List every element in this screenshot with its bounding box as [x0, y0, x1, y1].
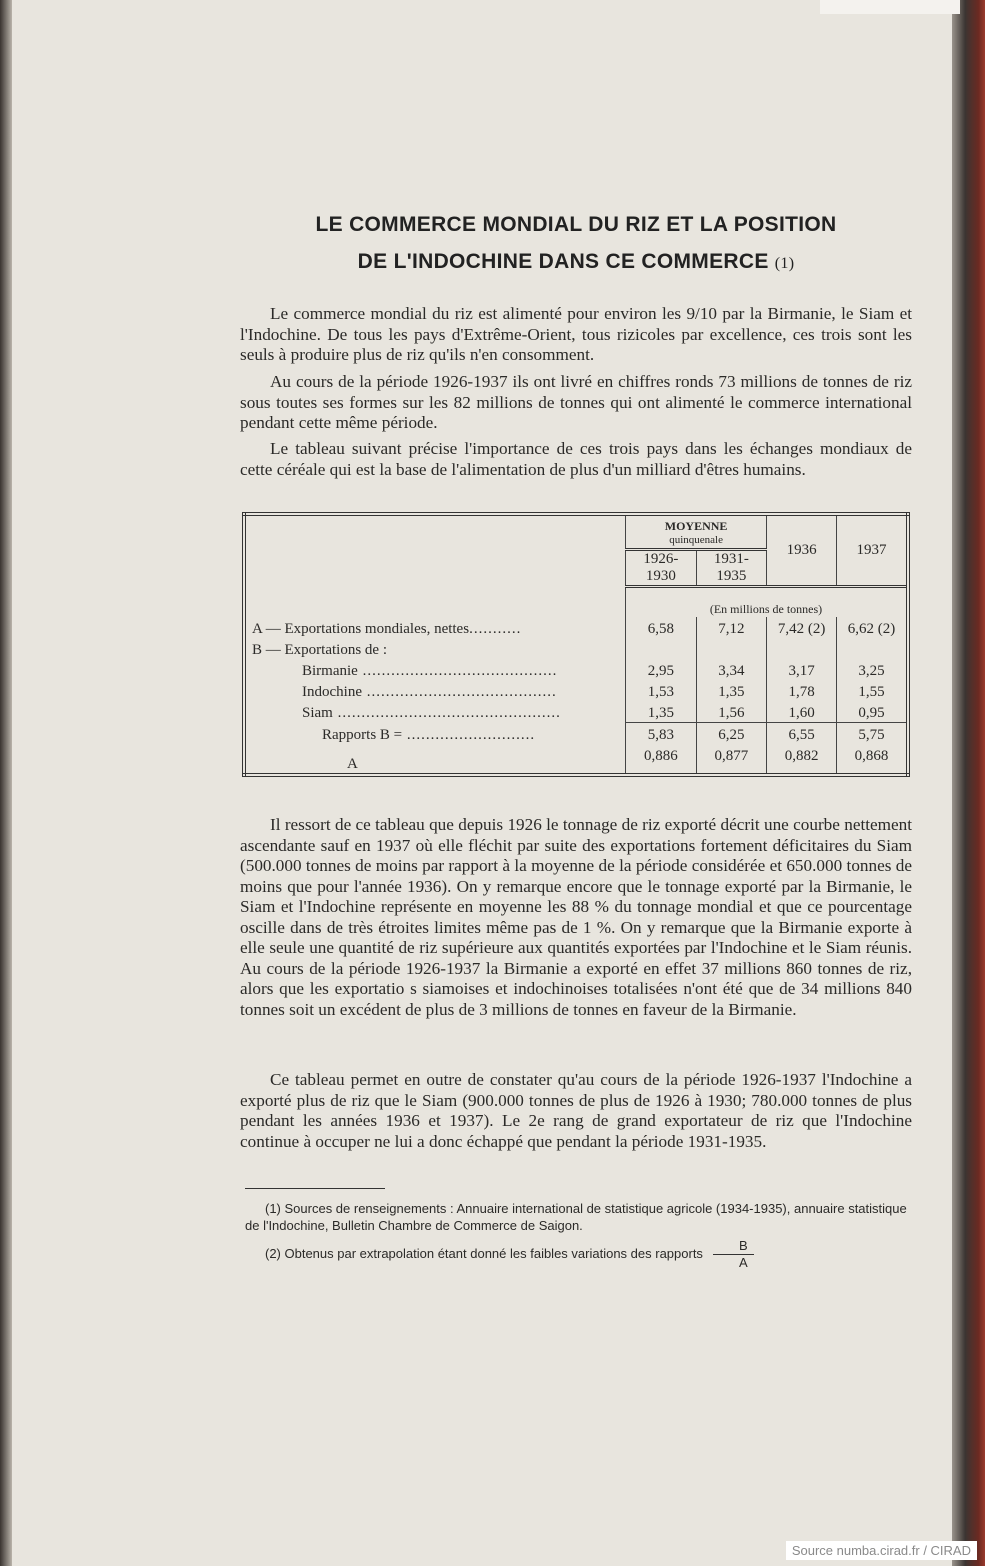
leader-dots: ...............................................	[332, 705, 561, 721]
row-label	[244, 617, 626, 638]
cell-value: 6,58	[626, 617, 697, 638]
row-label-text: Rapports B =	[322, 726, 403, 743]
book-edge-left	[0, 0, 12, 1566]
cell-value: 1,35	[696, 680, 767, 701]
row-label-text: B — Exportations de :	[252, 641, 387, 658]
fraction-num: B	[713, 1238, 754, 1255]
table-corner	[244, 514, 626, 587]
table-row	[244, 722, 908, 744]
cell-value: 0,868	[837, 744, 908, 775]
unit-text: (En millions de tonnes)	[709, 601, 823, 616]
cell-value	[696, 638, 767, 659]
footnote-2	[245, 1238, 915, 1271]
paragraph-1: Le commerce mondial du riz est alimenté pour environ les 9/10 par la Birmanie, le Siam et l'Indochine. De tous les pays d'Extrême-Orient, tous rizicoles par excellence, ces trois sont les seuls à produire plus de riz qu'ils n'en consomment.	[240, 304, 912, 364]
table-row	[244, 680, 908, 701]
row-label-text: Siam	[302, 705, 333, 721]
row-label-text: Indochine	[302, 683, 362, 700]
leader-dots: ...........................	[402, 726, 536, 743]
cell-value: 1,53	[626, 680, 697, 701]
leader-dots: .........................................	[357, 662, 558, 679]
cell-value: 0,882	[767, 744, 837, 775]
header-group	[626, 514, 767, 550]
title-footnote-ref: (1)	[774, 255, 795, 272]
leader-dots: ...........	[469, 620, 522, 637]
cell-value: 3,17	[767, 659, 837, 680]
leader-dots: ........................................	[361, 683, 557, 700]
cell-value: 5,75	[837, 722, 908, 744]
page-strip	[820, 0, 960, 14]
paragraph-4: Il ressort de ce tableau que depuis 1926 le tonnage de riz exporté décrit une courbe nettement ascendante sauf en 1937 où elle fléchit par suite des exportations fortement déficitaires du Siam (500.000 tonnes de moins par rapport à la moyenne de la période considérée et 650.000 tonnes de moins que pour l'année 1936). On y remarque encore que le tonnage exporté par la Birmanie, le Siam et l'Indochine représente en moyenne les 88 % du tonnage mondial et que ce pourcentage oscille dans de très étroites limites même pas de 1 %. On y remarque que la Birmanie exporte à elle seule une quantité de riz supérieure aux quantités exportées par l'Indochine et le Siam réunis. Au cours de la période 1926-1937 la Birmanie a exporté en effet 37 millions 860 tonnes de riz, alors que les exportatio s siamoises et indochinoises totalisées n'ont été que de 34 millions 840 tonnes soit un excédent de plus de 3 millions de tonnes en faveur de la Birmanie.	[240, 815, 912, 1019]
paragraph-5: Ce tableau permet en outre de constater qu'au cours de la période 1926-1937 l'Indochine a exporté plus de riz que le Siam (900.000 tonnes de plus de 1926 à 1930; 780.000 tonnes de plus pendant les années 1936 et 1937). Le 2e rang de grand exportateur de riz que l'Indochine continue à occuper ne lui a donc échappé que pendant la période 1931-1935.	[240, 1070, 912, 1151]
row-label	[244, 638, 626, 659]
paragraph-3: Le tableau suivant précise l'importance de ces trois pays dans les échanges mondiaux de cette céréale qui est la base de l'alimentation de plus d'un milliard d'êtres humains.	[240, 439, 912, 479]
row-label	[244, 722, 626, 744]
table-row	[244, 744, 908, 775]
unit-label	[626, 587, 908, 617]
cell-value: 1,55	[837, 680, 908, 701]
row-label-text: A	[347, 755, 358, 772]
cell-value: 6,25	[696, 722, 767, 744]
cell-value: 1,35	[626, 701, 697, 723]
cell-value: 1,56	[696, 701, 767, 723]
row-label-text: Birmanie	[302, 662, 358, 679]
rice-export-table	[242, 512, 910, 777]
header-quinquenale: quinquenale	[669, 533, 723, 546]
cell-value: 3,34	[696, 659, 767, 680]
cell-value: 0,886	[626, 744, 697, 775]
cell-value: 2,95	[626, 659, 697, 680]
row-label	[244, 680, 626, 701]
cell-value: 5,83	[626, 722, 697, 744]
header-1937: 1937	[837, 514, 908, 587]
footnote-1: (1) Sources de renseignements : Annuaire international de statistique agricole (1934-1935), annuaire statistique de l'Indochine, Bulletin Chambre de Commerce de Saigon.	[245, 1201, 907, 1233]
cell-value: 0,95	[837, 701, 908, 723]
paragraph-2: Au cours de la période 1926-1937 ils ont livré en chiffres ronds 73 millions de tonnes de riz sous toutes ses formes sur les 82 millions de tonnes qui ont alimenté le commerce international pendant cette même période.	[240, 372, 912, 432]
row-label	[244, 701, 626, 723]
cell-value: 3,25	[837, 659, 908, 680]
table-row	[244, 659, 908, 680]
cell-value: 0,877	[696, 744, 767, 775]
header-1926-1930: 1926-1930	[626, 550, 697, 587]
cell-value: 7,12	[696, 617, 767, 638]
table-row	[244, 617, 908, 638]
book-edge-right	[952, 0, 985, 1566]
header-moyenne: MOYENNE	[664, 518, 728, 533]
row-label-text: A — Exportations mondiales, nettes	[252, 620, 470, 637]
title-line-2	[240, 250, 912, 274]
header-1931-1935: 1931-1935	[696, 550, 767, 587]
row-label	[244, 744, 626, 775]
cell-value	[837, 638, 908, 659]
cell-value	[767, 638, 837, 659]
fraction-b-over-a	[713, 1238, 754, 1271]
footnote-2-text: (2) Obtenus par extrapolation étant donné les faibles variations des rapports	[265, 1245, 703, 1261]
title-line-1: LE COMMERCE MONDIAL DU RIZ ET LA POSITION	[315, 213, 837, 236]
header-1936: 1936	[767, 514, 837, 587]
title-text: DE L'INDOCHINE DANS CE COMMERCE	[357, 250, 769, 273]
cell-value	[626, 638, 697, 659]
source-credit: Source numba.cirad.fr / CIRAD	[786, 1541, 977, 1560]
footnote-separator	[245, 1188, 385, 1189]
cell-value: 1,78	[767, 680, 837, 701]
cell-value: 7,42 (2)	[767, 617, 837, 638]
cell-value: 6,62 (2)	[837, 617, 908, 638]
cell-value: 6,55	[767, 722, 837, 744]
fraction-den: A	[738, 1255, 748, 1270]
table-row	[244, 638, 908, 659]
cell-value: 1,60	[767, 701, 837, 723]
row-label	[244, 659, 626, 680]
table-row	[244, 701, 908, 723]
